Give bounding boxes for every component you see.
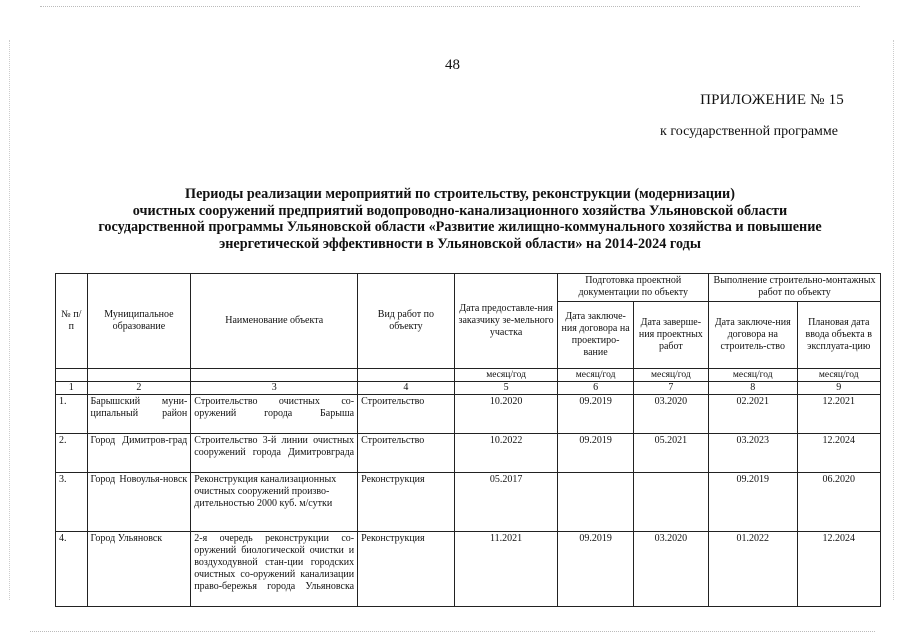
row-object: Строительство очистных со-оружений города Барыша bbox=[191, 395, 358, 434]
row-design-contract: 09.2019 bbox=[558, 395, 633, 434]
row-work-type: Строительство bbox=[358, 434, 455, 473]
header-design-end: Дата заверше-ния проектных работ bbox=[633, 301, 708, 368]
unit-cell: месяц/год bbox=[633, 369, 708, 382]
scan-artifact-right bbox=[893, 40, 895, 600]
header-design-contract: Дата заключе-ния договора на проектиро-вание bbox=[558, 301, 633, 368]
row-num: 4. bbox=[56, 532, 88, 607]
row-municipality: Город Ульяновск bbox=[87, 532, 191, 607]
column-number: 2 bbox=[87, 382, 191, 395]
appendix-subtitle: к государственной программе bbox=[660, 124, 838, 139]
column-number: 7 bbox=[633, 382, 708, 395]
column-number: 8 bbox=[709, 382, 797, 395]
row-construction-contract: 03.2023 bbox=[709, 434, 797, 473]
title-line: очистных сооружений предприятий водопроводно-канализационного хозяйства Ульяновской области bbox=[132, 202, 788, 219]
header-work-type: Вид работ по объекту bbox=[358, 274, 455, 369]
row-commissioning: 12.2021 bbox=[797, 395, 881, 434]
row-object: 2-я очередь реконструкции со-оружений биологической очистки и воздуходувной стан-ции городских очистных со-оружений канализации право-бережья города Ульяновска bbox=[191, 532, 358, 607]
row-work-type: Реконструкция bbox=[358, 473, 455, 532]
row-construction-contract: 02.2021 bbox=[709, 395, 797, 434]
header-construction-group: Выполнение строительно-монтажных работ по объекту bbox=[709, 274, 881, 302]
column-number: 4 bbox=[358, 382, 455, 395]
row-commissioning: 12.2024 bbox=[797, 434, 881, 473]
unit-cell-empty bbox=[56, 369, 88, 382]
column-number: 1 bbox=[56, 382, 88, 395]
row-design-contract: 09.2019 bbox=[558, 434, 633, 473]
header-municipality: Муниципальное образование bbox=[87, 274, 191, 369]
row-design-contract: 09.2019 bbox=[558, 532, 633, 607]
column-number: 3 bbox=[191, 382, 358, 395]
row-municipality: Город Димитров-град bbox=[87, 434, 191, 473]
unit-cell-empty bbox=[87, 369, 191, 382]
row-municipality: Барышский муни-ципальный район bbox=[87, 395, 191, 434]
row-commissioning: 06.2020 bbox=[797, 473, 881, 532]
column-number: 6 bbox=[558, 382, 633, 395]
row-design-end: 03.2020 bbox=[633, 532, 708, 607]
unit-cell-empty bbox=[191, 369, 358, 382]
header-num: № п/п bbox=[56, 274, 88, 369]
row-object: Строительство 3-й линии очистных сооружений города Димитровграда bbox=[191, 434, 358, 473]
header-site-date: Дата предоставле-ния заказчику зе-мельного участка bbox=[454, 274, 558, 369]
row-design-end: 05.2021 bbox=[633, 434, 708, 473]
row-num: 1. bbox=[56, 395, 88, 434]
row-design-end: 03.2020 bbox=[633, 395, 708, 434]
row-work-type: Строительство bbox=[358, 395, 455, 434]
title-line: энергетической эффективности в Ульяновской области» на 2014-2024 годы bbox=[219, 235, 701, 252]
row-municipality: Город Новоулья-новск bbox=[87, 473, 191, 532]
table-row bbox=[56, 532, 881, 607]
unit-cell: месяц/год bbox=[709, 369, 797, 382]
table-row bbox=[56, 395, 881, 434]
header-object: Наименование объекта bbox=[191, 274, 358, 369]
row-site-date: 10.2022 bbox=[454, 434, 558, 473]
unit-cell: месяц/год bbox=[558, 369, 633, 382]
row-work-type: Реконструкция bbox=[358, 532, 455, 607]
row-design-contract bbox=[558, 473, 633, 532]
scan-artifact-bottom bbox=[30, 631, 875, 633]
row-num: 2. bbox=[56, 434, 88, 473]
scan-artifact-top bbox=[40, 6, 860, 8]
periods-table bbox=[55, 273, 881, 607]
unit-cell-empty bbox=[358, 369, 455, 382]
page-number: 48 bbox=[445, 57, 460, 73]
row-site-date: 05.2017 bbox=[454, 473, 558, 532]
document-title bbox=[60, 186, 860, 252]
unit-cell: месяц/год bbox=[454, 369, 558, 382]
row-construction-contract: 01.2022 bbox=[709, 532, 797, 607]
column-number: 9 bbox=[797, 382, 881, 395]
header-commissioning: Плановая дата ввода объекта в эксплуата-цию bbox=[797, 301, 881, 368]
row-site-date: 11.2021 bbox=[454, 532, 558, 607]
scan-artifact-left bbox=[9, 40, 11, 600]
row-site-date: 10.2020 bbox=[454, 395, 558, 434]
row-num: 3. bbox=[56, 473, 88, 532]
title-line: государственной программы Ульяновской области «Развитие жилищно-коммунального хозяйства и повышение bbox=[98, 219, 822, 235]
header-design-group: Подготовка проектной документации по объекту bbox=[558, 274, 709, 302]
table-row bbox=[56, 434, 881, 473]
row-object: Реконструкция канализационных очистных сооружений произво-дительностью 2000 куб. м/сутки bbox=[191, 473, 358, 532]
table-row bbox=[56, 473, 881, 532]
column-number: 5 bbox=[454, 382, 558, 395]
header-construction-contract: Дата заключе-ния договора на строитель-ство bbox=[709, 301, 797, 368]
row-construction-contract: 09.2019 bbox=[709, 473, 797, 532]
row-design-end bbox=[633, 473, 708, 532]
appendix-title: ПРИЛОЖЕНИЕ № 15 bbox=[700, 92, 844, 108]
row-commissioning: 12.2024 bbox=[797, 532, 881, 607]
title-line: Периоды реализации мероприятий по строительству, реконструкции (модернизации) bbox=[185, 186, 735, 202]
unit-cell: месяц/год bbox=[797, 369, 881, 382]
